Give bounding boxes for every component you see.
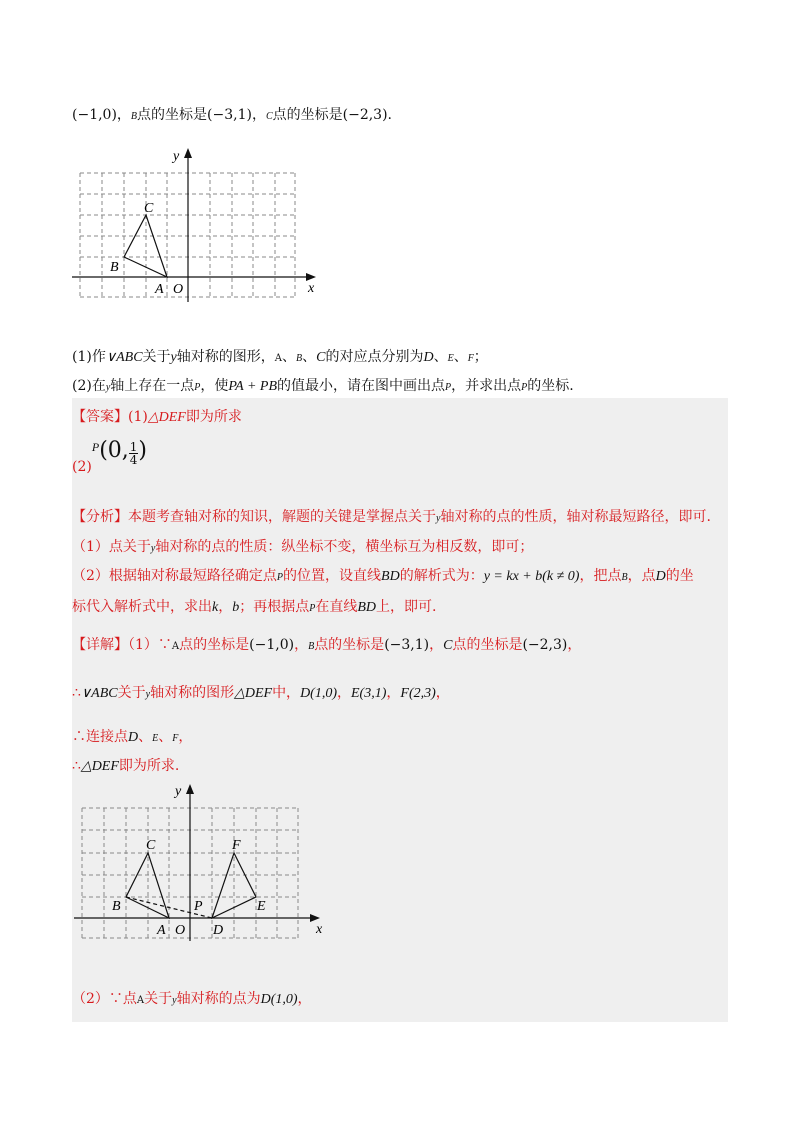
analysis-y: y <box>150 543 156 554</box>
separator: ， <box>251 107 266 123</box>
analysis-text: 的位置，设直线 <box>283 568 382 584</box>
detail-text: 、 <box>138 729 153 745</box>
q1-y: y <box>170 350 177 365</box>
fraction-denominator: 4 <box>129 452 138 467</box>
analysis-text: （1）点关于 <box>72 539 151 555</box>
analysis-line-1 <box>72 506 711 526</box>
c-text: 点的坐标是 <box>272 107 343 123</box>
label-p: P <box>194 899 203 914</box>
detail-f: F <box>172 733 179 744</box>
detail-text: ， <box>178 729 193 745</box>
detail-e-coord: E(3,1) <box>351 686 387 701</box>
q1-d: D <box>423 350 434 365</box>
detail-c-coord: (−2,3) <box>522 637 568 653</box>
q1-text: 的对应点分别为 <box>325 349 424 365</box>
detail-text: ∴ <box>72 685 81 701</box>
answer-part1-text: 即为所求 <box>185 409 242 425</box>
detail-line-3 <box>72 726 192 746</box>
answer-triangle: △DEF <box>147 410 186 425</box>
detail-b-coord: (−3,1) <box>384 637 430 653</box>
label-c: C <box>144 201 154 216</box>
q2-text: ，使 <box>200 378 229 394</box>
label-a: A <box>155 282 164 297</box>
detail-a-coord: (−1,0) <box>249 637 295 653</box>
q1-triangle: ∨ABC <box>105 350 143 365</box>
detail-c: C <box>443 638 453 653</box>
b-letter: B <box>130 111 138 122</box>
detail-text: 点的坐标是 <box>179 637 250 653</box>
analysis-text: ， <box>218 599 233 615</box>
b-text: 点的坐标是 <box>137 107 208 123</box>
detail-e: E <box>152 733 159 744</box>
detail-f-coord: F(2,3) <box>400 686 436 701</box>
q1-text: 关于 <box>142 349 171 365</box>
label-d: D <box>213 923 224 938</box>
separator: ， <box>116 107 131 123</box>
detail-text: ， <box>337 685 351 701</box>
x-arrow <box>306 273 316 281</box>
detail-tag: 【详解】 <box>72 637 128 653</box>
q1-a: A <box>274 353 282 364</box>
analysis-text: 上，即可. <box>376 599 437 615</box>
q1-sep: 、 <box>433 349 448 365</box>
q1-sep: 、 <box>282 349 296 365</box>
label-a: A <box>157 923 166 938</box>
answer-line-2 <box>72 438 147 475</box>
detail-line-1 <box>72 634 581 654</box>
y-arrow <box>186 784 194 794</box>
answer-fraction <box>129 441 139 466</box>
q1-b: B <box>296 353 303 364</box>
q2-expression: PA + PB <box>228 379 278 394</box>
fraction-numerator: 1 <box>129 439 138 454</box>
x-arrow <box>310 914 320 922</box>
q1-f: F <box>467 353 474 364</box>
answer-tag: 【答案】 <box>72 409 128 425</box>
detail-d-coord: D(1,0) <box>260 992 298 1007</box>
detail-text: ， <box>567 637 582 653</box>
detail-def: △DEF <box>234 686 273 701</box>
analysis-p: P <box>276 572 284 583</box>
analysis-text: 的坐 <box>665 568 694 584</box>
detail-text: （2）∵点 <box>72 991 137 1007</box>
q1-prefix: (1)作 <box>72 349 106 365</box>
q2-p: P <box>194 382 201 393</box>
detail-text: ， <box>297 991 312 1007</box>
b-coordinate: (−3,1) <box>207 107 252 123</box>
c-coordinate: (−2,3) <box>342 107 388 123</box>
period: . <box>387 107 392 123</box>
detail-text: 、 <box>158 729 173 745</box>
detail-text: 即为所求. <box>118 758 180 774</box>
detail-text: 轴对称的图形 <box>150 685 235 701</box>
y-arrow <box>184 148 192 158</box>
analysis-text: 的解析式为： <box>399 568 484 584</box>
analysis-text: 在直线 <box>315 599 358 615</box>
detail-d-coord: D(1,0) <box>300 686 337 701</box>
detail-text: ， <box>294 637 309 653</box>
question-2 <box>72 375 574 395</box>
analysis-equation: y = kx + b(k ≠ 0) <box>483 569 580 584</box>
detail-y: y <box>172 995 177 1006</box>
analysis-text: 本题考查轴对称的知识，解题的关键是掌握点关于 <box>128 509 436 525</box>
answer-p: P <box>91 440 100 454</box>
analysis-text: ，点 <box>627 568 656 584</box>
q2-text: 的坐标. <box>527 378 574 394</box>
analysis-b: b <box>232 600 240 615</box>
answer-p-open: (0, <box>99 438 129 463</box>
q1-text: 轴对称的图形， <box>176 349 275 365</box>
detail-y: y <box>145 689 151 700</box>
detail-text: ， <box>429 637 444 653</box>
label-c: C <box>146 838 156 853</box>
analysis-k: k <box>212 600 219 615</box>
answer-p-close: ) <box>138 438 147 463</box>
analysis-text: （2）根据轴对称最短路径确定点 <box>72 568 277 584</box>
q1-sep: 、 <box>302 349 317 365</box>
detail-text: ， <box>386 685 401 701</box>
detail-d: D <box>128 730 139 745</box>
detail-text: 点的坐标是 <box>314 637 385 653</box>
q2-p: P <box>521 382 528 393</box>
analysis-bd: BD <box>381 569 400 584</box>
label-b: B <box>110 260 119 275</box>
y-label: y <box>175 784 182 799</box>
figure-1-grid <box>70 140 330 305</box>
label-o: O <box>175 923 186 938</box>
detail-text: 关于 <box>144 991 173 1007</box>
detail-text: 轴对称的点为 <box>176 991 261 1007</box>
detail-text: 中， <box>272 685 301 701</box>
intro-line <box>72 104 392 124</box>
label-b: B <box>112 899 121 914</box>
analysis-line-3 <box>72 565 694 585</box>
analysis-y: y <box>436 513 441 524</box>
analysis-d-point: D <box>655 569 666 584</box>
q2-text: 的值最小，请在图中画出点 <box>277 378 446 394</box>
detail-line-4 <box>72 755 179 775</box>
c-letter: C <box>265 111 273 122</box>
analysis-line-4 <box>72 596 436 616</box>
detail-text: （1）∵ <box>128 637 172 653</box>
detail-def: △DEF <box>80 759 119 774</box>
analysis-p: P <box>309 603 316 614</box>
q1-e: E <box>447 353 454 364</box>
analysis-text: ，把点 <box>579 568 622 584</box>
detail-line-5 <box>72 988 312 1008</box>
analysis-tag: 【分析】 <box>72 509 128 525</box>
analysis-text: 轴对称的点的性质，轴对称最短路径，即可. <box>440 509 711 525</box>
q1-end: ； <box>473 349 488 365</box>
detail-text: 点的坐标是 <box>452 637 523 653</box>
detail-line-2 <box>72 682 450 702</box>
q2-text: 轴上存在一点 <box>110 378 195 394</box>
x-label: x <box>316 922 323 937</box>
q2-prefix: (2)在 <box>72 378 106 394</box>
analysis-bd: BD <box>357 600 376 615</box>
answer-part1-prefix: (1) <box>128 409 148 425</box>
a-coordinate: (−1,0) <box>72 107 117 123</box>
label-e: E <box>257 899 266 914</box>
detail-a: A <box>136 995 145 1006</box>
detail-text: ∴连接点 <box>72 729 128 745</box>
q1-c: C <box>316 350 326 365</box>
label-o: O <box>173 282 184 297</box>
answer-line-1 <box>72 406 242 426</box>
q1-sep: 、 <box>453 349 468 365</box>
detail-b: B <box>308 641 315 652</box>
figure-2-grid <box>72 778 332 943</box>
x-label: x <box>308 281 315 296</box>
detail-text: ， <box>435 685 450 701</box>
y-label: y <box>173 149 180 164</box>
analysis-b-point: B <box>621 572 628 583</box>
q2-y: y <box>105 382 111 393</box>
analysis-text: ；再根据点 <box>239 599 310 615</box>
analysis-text: 轴对称的点的性质：纵坐标不变，横坐标互为相反数，即可； <box>155 539 534 555</box>
q2-p: P <box>445 382 452 393</box>
detail-a: A <box>171 641 180 652</box>
q2-text: ，并求出点 <box>451 378 522 394</box>
analysis-line-2 <box>72 536 533 556</box>
label-f: F <box>232 838 241 853</box>
detail-triangle: ∨ABC <box>80 686 118 701</box>
analysis-text: 标代入解析式中，求出 <box>72 599 212 615</box>
detail-text: ∴ <box>72 758 81 774</box>
detail-text: 关于 <box>117 685 146 701</box>
answer-part2-prefix: (2) <box>72 459 92 475</box>
question-1 <box>72 346 488 366</box>
